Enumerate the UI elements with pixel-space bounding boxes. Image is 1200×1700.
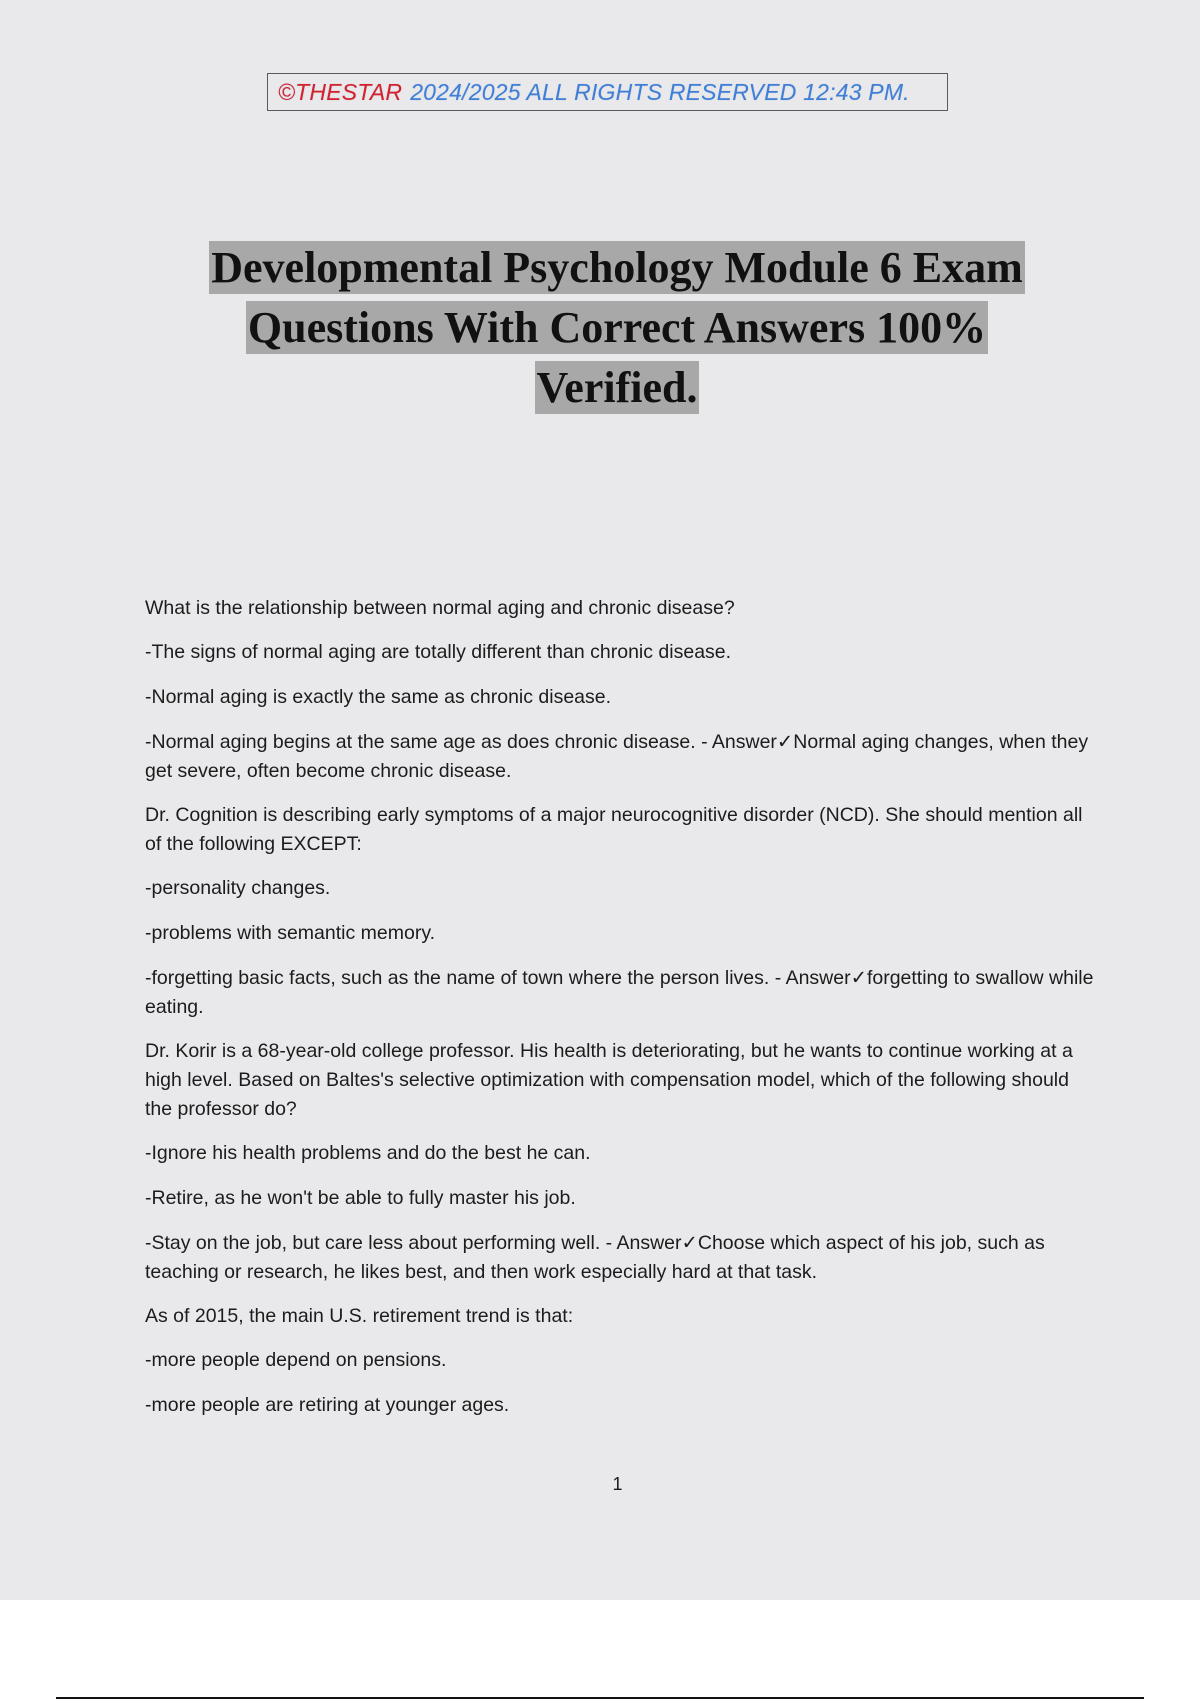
copyright-brand: ©THESTAR bbox=[278, 78, 403, 105]
title-line: Questions With Correct Answers 100% bbox=[247, 303, 987, 352]
question-text: As of 2015, the main U.S. retirement trend is that: bbox=[145, 1305, 574, 1327]
answer-option: -more people are retiring at younger ages. bbox=[145, 1394, 510, 1416]
qa-content bbox=[145, 594, 1095, 1436]
answer-option-with-correct-answer: -Normal aging begins at the same age as does chronic disease. - Answer✓Normal aging changes, when they get severe, often become chronic disease. bbox=[145, 731, 1089, 782]
next-page-rule bbox=[56, 1697, 1144, 1699]
answer-option: -The signs of normal aging are totally different than chronic disease. bbox=[145, 641, 732, 663]
answer-option-with-correct-answer: -Stay on the job, but care less about performing well. - Answer✓Choose which aspect of his job, such as teaching or research, he likes best, and then work especially hard at that task. bbox=[145, 1232, 1045, 1283]
title-line: Verified. bbox=[536, 363, 698, 412]
answer-option: -personality changes. bbox=[145, 877, 331, 899]
answer-option: -more people depend on pensions. bbox=[145, 1349, 447, 1371]
copyright-banner bbox=[267, 73, 948, 111]
title-line: Developmental Psychology Module 6 Exam bbox=[211, 243, 1023, 292]
answer-option: -Normal aging is exactly the same as chronic disease. bbox=[145, 686, 612, 708]
answer-option-with-correct-answer: -forgetting basic facts, such as the name of town where the person lives. - Answer✓forgetting to swallow while eating. bbox=[145, 967, 1094, 1018]
question-text: What is the relationship between normal aging and chronic disease? bbox=[145, 597, 735, 619]
copyright-rights: 2024/2025 ALL RIGHTS RESERVED 12:43 PM. bbox=[410, 78, 910, 105]
page-number: 1 bbox=[612, 1474, 623, 1494]
answer-option: -Retire, as he won't be able to fully master his job. bbox=[145, 1187, 576, 1209]
document-title bbox=[120, 238, 1114, 418]
answer-option: -problems with semantic memory. bbox=[145, 922, 436, 944]
question-text: Dr. Cognition is describing early symptoms of a major neurocognitive disorder (NCD). She should mention all of the following EXCEPT: bbox=[145, 804, 1083, 855]
question-text: Dr. Korir is a 68-year-old college professor. His health is deteriorating, but he wants to continue working at a high level. Based on Baltes's selective optimization with compensation model, which of the following should the professor do? bbox=[145, 1040, 1073, 1120]
answer-option: -Ignore his health problems and do the best he can. bbox=[145, 1142, 591, 1164]
